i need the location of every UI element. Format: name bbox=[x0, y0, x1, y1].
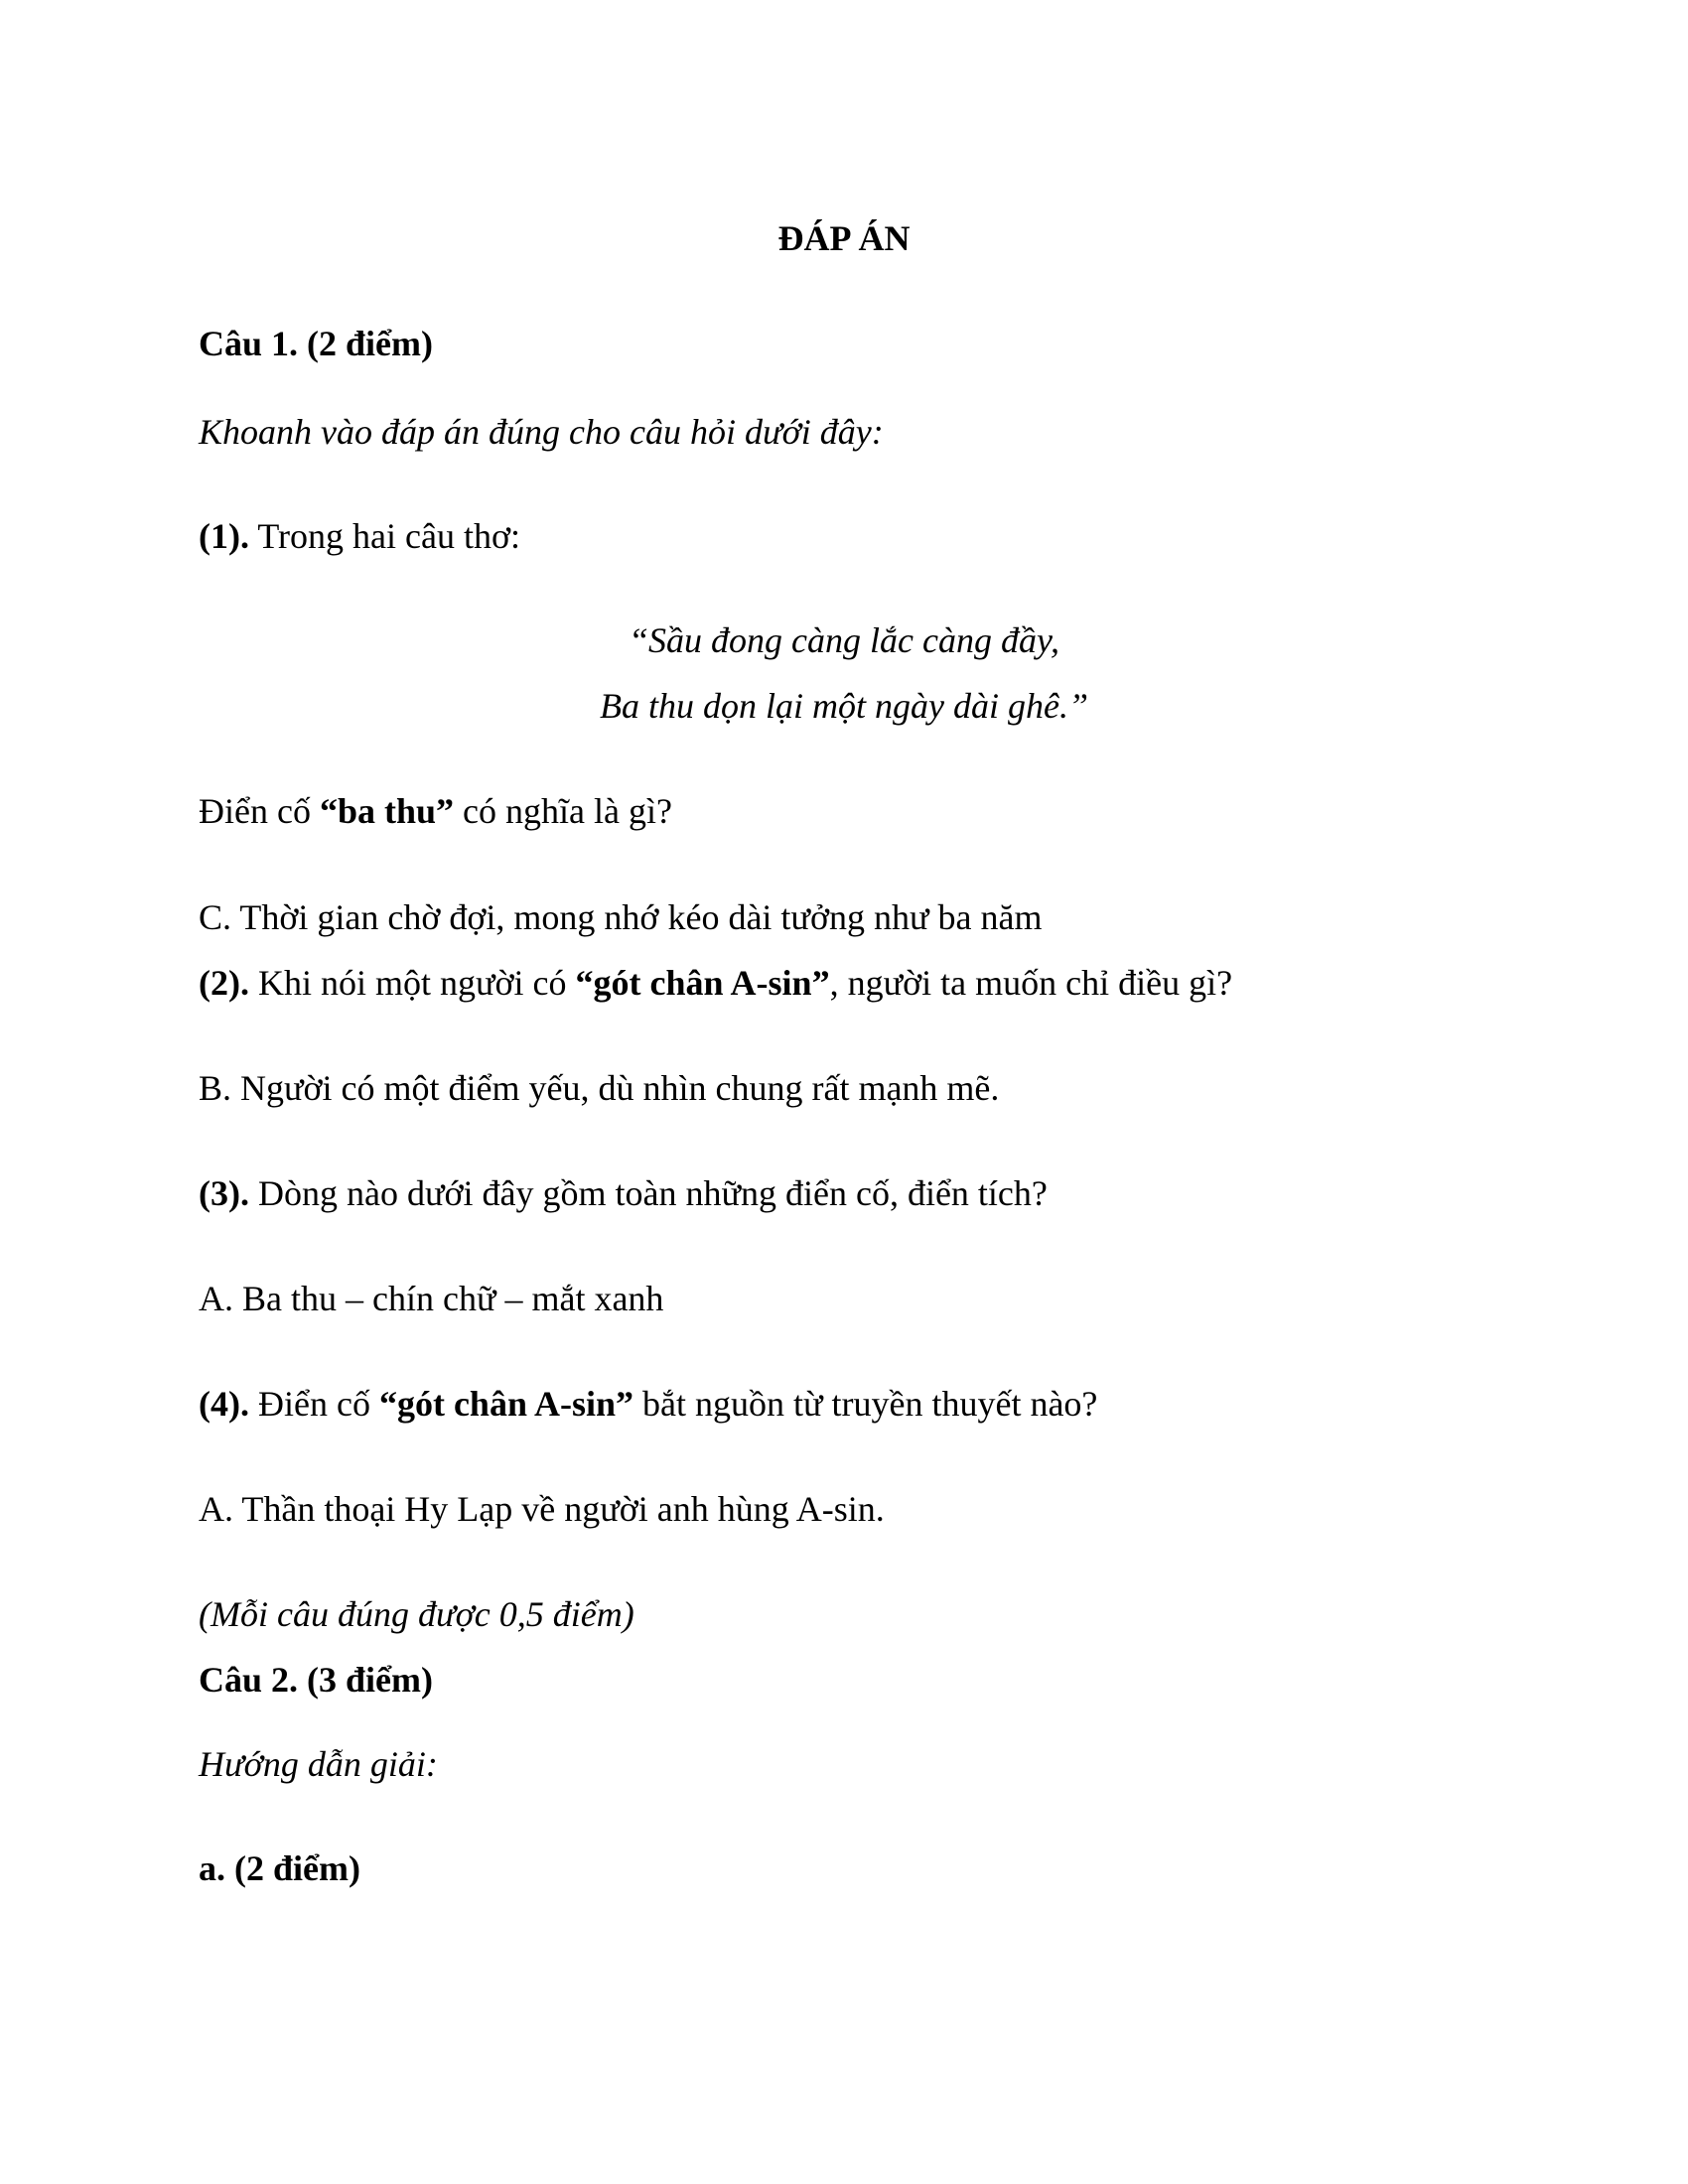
item-1-question-term: “ba thu” bbox=[319, 791, 455, 831]
item-1-text: Trong hai câu thơ: bbox=[248, 516, 521, 556]
item-1-question-pre: Điển cố bbox=[199, 791, 320, 831]
item-2-answer: B. Người có một điểm yếu, dù nhìn chung rất mạnh mẽ. bbox=[199, 1068, 1000, 1108]
item-2-question bbox=[199, 961, 1232, 1005]
item-4-question-pre: Điển cố bbox=[248, 1384, 379, 1424]
page-title: ĐÁP ÁN bbox=[777, 218, 911, 258]
item-1-question bbox=[199, 789, 672, 833]
item-2-question-term: “gót chân A-sin” bbox=[575, 963, 830, 1003]
item-2-question-pre: Khi nói một người có bbox=[248, 963, 576, 1003]
item-3-question-text: Dòng nào dưới đây gồm toàn những điển cố, điển tích? bbox=[248, 1173, 1048, 1213]
scoring-note: (Mỗi câu đúng được 0,5 điểm) bbox=[199, 1594, 634, 1634]
item-1-prompt bbox=[199, 514, 520, 558]
item-3-number: (3). bbox=[199, 1173, 249, 1213]
item-4-question bbox=[199, 1382, 1097, 1426]
item-3-question bbox=[199, 1171, 1048, 1215]
question-1-instruction: Khoanh vào đáp án đúng cho câu hỏi dưới đây: bbox=[199, 412, 884, 452]
question-1-heading: Câu 1. (2 điểm) bbox=[199, 324, 433, 363]
item-4-answer: A. Thần thoại Hy Lạp về người anh hùng A-sin. bbox=[199, 1489, 885, 1529]
item-3-answer: A. Ba thu – chín chữ – mắt xanh bbox=[199, 1279, 664, 1318]
item-4-question-term: “gót chân A-sin” bbox=[378, 1384, 633, 1424]
item-2-question-post: , người ta muốn chỉ điều gì? bbox=[829, 963, 1233, 1003]
question-2-heading: Câu 2. (3 điểm) bbox=[199, 1660, 433, 1700]
question-2-guide: Hướng dẫn giải: bbox=[199, 1744, 438, 1784]
item-1-question-post: có nghĩa là gì? bbox=[454, 791, 672, 831]
item-4-question-post: bắt nguồn từ truyền thuyết nào? bbox=[633, 1384, 1098, 1424]
item-1-answer: C. Thời gian chờ đợi, mong nhớ kéo dài tưởng như ba năm bbox=[199, 897, 1043, 937]
item-4-number: (4). bbox=[199, 1384, 249, 1424]
poem-line-2: Ba thu dọn lại một ngày dài ghê.” bbox=[600, 686, 1088, 726]
item-2-number: (2). bbox=[199, 963, 249, 1003]
poem-line-1: “Sầu đong càng lắc càng đầy, bbox=[629, 620, 1059, 660]
question-2-part-a: a. (2 điểm) bbox=[199, 1848, 360, 1888]
item-1-number: (1). bbox=[199, 516, 249, 556]
